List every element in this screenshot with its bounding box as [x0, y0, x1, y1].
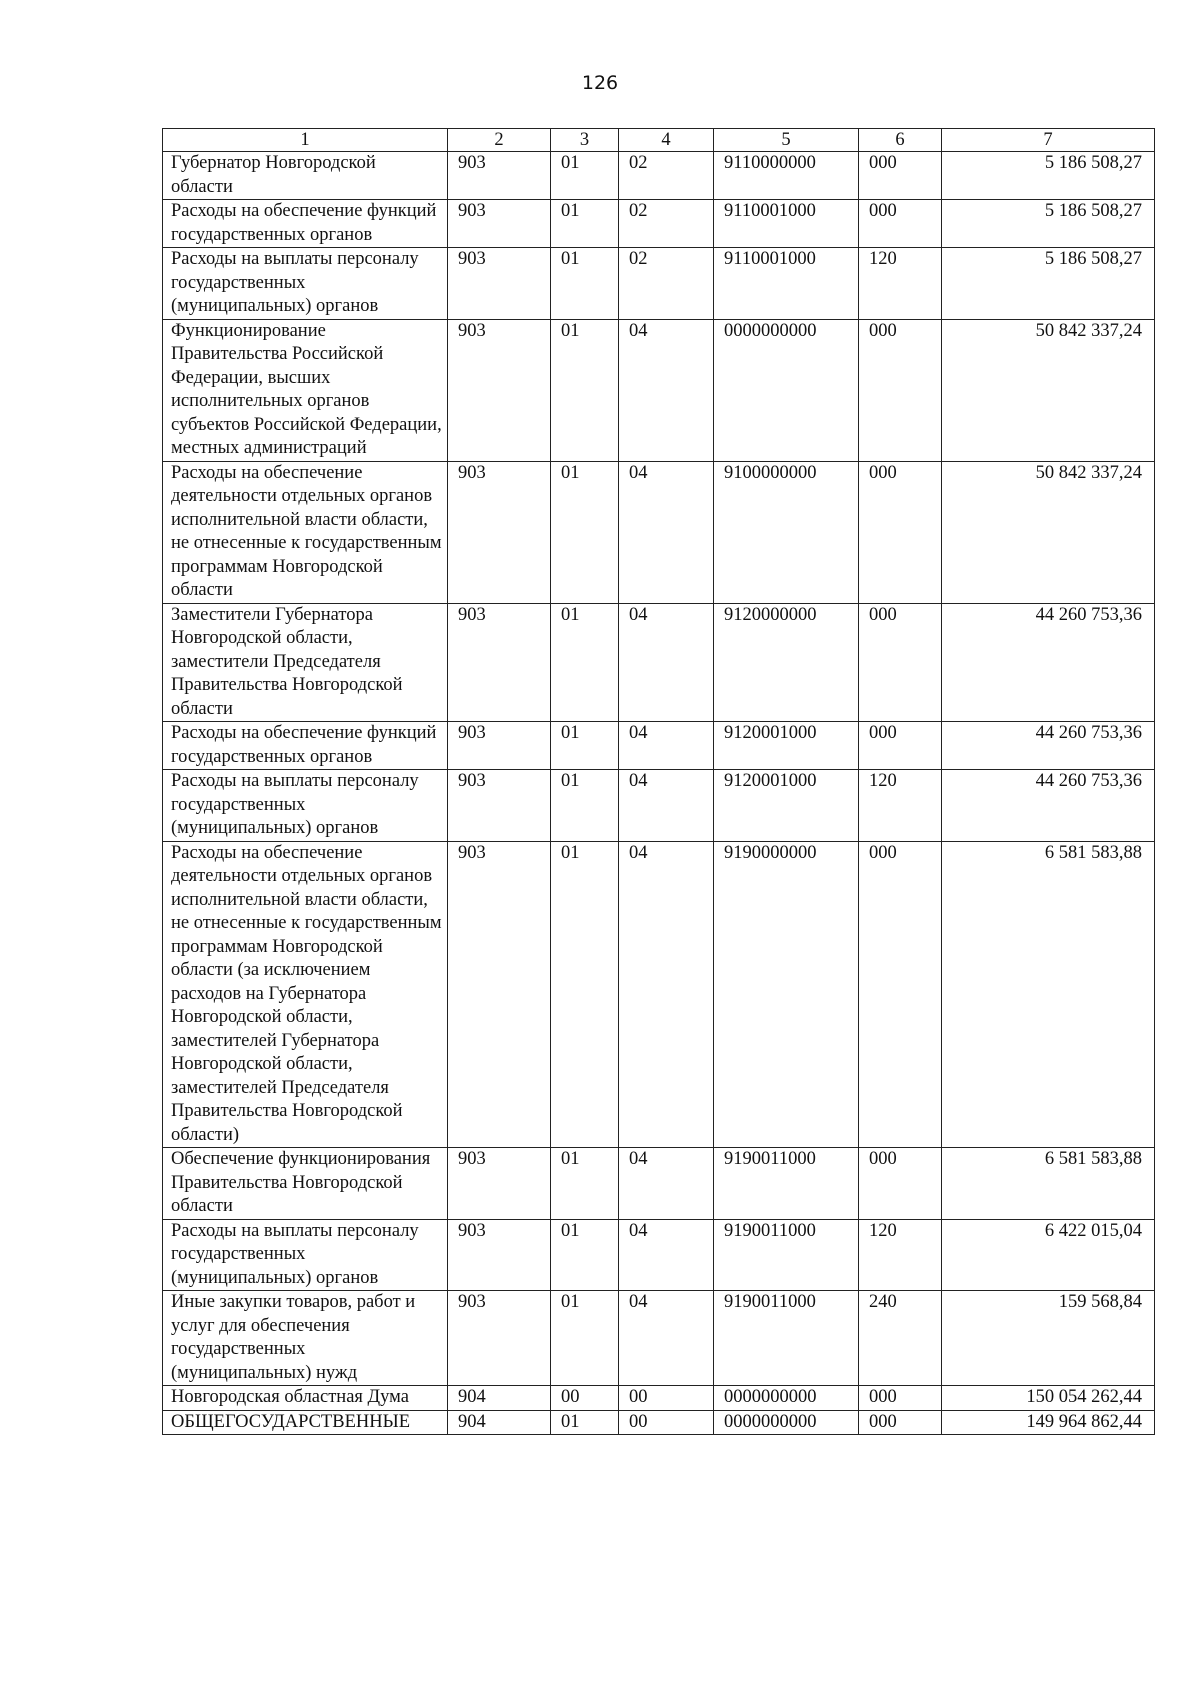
table-row — [163, 1291, 1155, 1386]
code-cell: 9120001000 — [714, 770, 859, 842]
column-header: 7 — [942, 129, 1155, 152]
row-name: Губернатор Новгородской области — [163, 152, 448, 200]
amount-cell: 5 186 508,27 — [942, 200, 1155, 248]
code-cell: 904 — [448, 1410, 551, 1435]
amount-cell: 44 260 753,36 — [942, 722, 1155, 770]
code-cell: 903 — [448, 152, 551, 200]
code-cell: 903 — [448, 1148, 551, 1220]
code-cell: 04 — [619, 841, 714, 1148]
table-row — [163, 200, 1155, 248]
amount-cell: 5 186 508,27 — [942, 152, 1155, 200]
code-cell: 9110000000 — [714, 152, 859, 200]
code-cell: 000 — [859, 1386, 942, 1411]
row-name: Заместители Губернатора Новгородской области, заместители Председателя Правительства Новгородской области — [163, 603, 448, 722]
code-cell: 0000000000 — [714, 319, 859, 461]
code-cell: 000 — [859, 1148, 942, 1220]
code-cell: 000 — [859, 461, 942, 603]
code-cell: 01 — [551, 461, 619, 603]
code-cell: 04 — [619, 1291, 714, 1386]
column-header: 1 — [163, 129, 448, 152]
amount-cell: 5 186 508,27 — [942, 248, 1155, 320]
amount-cell: 159 568,84 — [942, 1291, 1155, 1386]
code-cell: 000 — [859, 319, 942, 461]
code-cell: 9190011000 — [714, 1291, 859, 1386]
code-cell: 02 — [619, 152, 714, 200]
code-cell: 903 — [448, 841, 551, 1148]
row-name: Расходы на обеспечение деятельности отдельных органов исполнительной власти области, не отнесенные к государственным программам Новгородской области (за исключением расходов на Губернатора Новгородской области, заместителей Губернатора Новгородской области, заместителей Председателя Правительства Новгородской области) — [163, 841, 448, 1148]
code-cell: 01 — [551, 770, 619, 842]
code-cell: 01 — [551, 200, 619, 248]
table-row — [163, 841, 1155, 1148]
code-cell: 9110001000 — [714, 200, 859, 248]
code-cell: 000 — [859, 152, 942, 200]
row-name: Иные закупки товаров, работ и услуг для обеспечения государственных (муниципальных) нужд — [163, 1291, 448, 1386]
row-name: Функционирование Правительства Российской Федерации, высших исполнительных органов субъектов Российской Федерации, местных администраций — [163, 319, 448, 461]
code-cell: 000 — [859, 603, 942, 722]
code-cell: 04 — [619, 770, 714, 842]
amount-cell: 44 260 753,36 — [942, 770, 1155, 842]
column-header: 4 — [619, 129, 714, 152]
code-cell: 01 — [551, 603, 619, 722]
code-cell: 04 — [619, 603, 714, 722]
row-name: Расходы на обеспечение функций государственных органов — [163, 722, 448, 770]
code-cell: 240 — [859, 1291, 942, 1386]
row-name: Обеспечение функционирования Правительства Новгородской области — [163, 1148, 448, 1220]
column-header: 5 — [714, 129, 859, 152]
code-cell: 04 — [619, 1148, 714, 1220]
code-cell: 01 — [551, 1291, 619, 1386]
code-cell: 000 — [859, 722, 942, 770]
table-row — [163, 603, 1155, 722]
code-cell: 904 — [448, 1386, 551, 1411]
amount-cell: 6 581 583,88 — [942, 841, 1155, 1148]
code-cell: 9190000000 — [714, 841, 859, 1148]
code-cell: 04 — [619, 319, 714, 461]
code-cell: 903 — [448, 461, 551, 603]
code-cell: 903 — [448, 1291, 551, 1386]
code-cell: 01 — [551, 1148, 619, 1220]
code-cell: 00 — [619, 1410, 714, 1435]
code-cell: 01 — [551, 152, 619, 200]
column-header: 2 — [448, 129, 551, 152]
code-cell: 903 — [448, 319, 551, 461]
code-cell: 120 — [859, 248, 942, 320]
page-number: 126 — [581, 72, 619, 94]
table-row — [163, 1386, 1155, 1411]
code-cell: 903 — [448, 248, 551, 320]
row-name: Новгородская областная Дума — [163, 1386, 448, 1411]
code-cell: 903 — [448, 200, 551, 248]
column-header: 6 — [859, 129, 942, 152]
code-cell: 9190011000 — [714, 1148, 859, 1220]
row-name: Расходы на выплаты персоналу государственных (муниципальных) органов — [163, 770, 448, 842]
code-cell: 01 — [551, 722, 619, 770]
code-cell: 04 — [619, 722, 714, 770]
table-row — [163, 1148, 1155, 1220]
amount-cell: 6 581 583,88 — [942, 1148, 1155, 1220]
column-header: 3 — [551, 129, 619, 152]
table-row — [163, 319, 1155, 461]
amount-cell: 50 842 337,24 — [942, 461, 1155, 603]
row-name: Расходы на выплаты персоналу государственных (муниципальных) органов — [163, 1219, 448, 1291]
table-row — [163, 770, 1155, 842]
code-cell: 04 — [619, 461, 714, 603]
code-cell: 903 — [448, 770, 551, 842]
code-cell: 04 — [619, 1219, 714, 1291]
table-row — [163, 1219, 1155, 1291]
code-cell: 120 — [859, 1219, 942, 1291]
amount-cell: 44 260 753,36 — [942, 603, 1155, 722]
amount-cell: 50 842 337,24 — [942, 319, 1155, 461]
code-cell: 00 — [619, 1386, 714, 1411]
code-cell: 01 — [551, 1410, 619, 1435]
table-row — [163, 152, 1155, 200]
amount-cell: 6 422 015,04 — [942, 1219, 1155, 1291]
code-cell: 01 — [551, 841, 619, 1148]
table-row — [163, 1410, 1155, 1435]
amount-cell: 149 964 862,44 — [942, 1410, 1155, 1435]
code-cell: 00 — [551, 1386, 619, 1411]
code-cell: 120 — [859, 770, 942, 842]
code-cell: 9100000000 — [714, 461, 859, 603]
code-cell: 0000000000 — [714, 1410, 859, 1435]
code-cell: 9120000000 — [714, 603, 859, 722]
row-name: Расходы на выплаты персоналу государственных (муниципальных) органов — [163, 248, 448, 320]
code-cell: 01 — [551, 1219, 619, 1291]
code-cell: 903 — [448, 603, 551, 722]
row-name: Расходы на обеспечение деятельности отдельных органов исполнительной власти области, не отнесенные к государственным программам Новгородской области — [163, 461, 448, 603]
code-cell: 903 — [448, 722, 551, 770]
table-row — [163, 248, 1155, 320]
code-cell: 9190011000 — [714, 1219, 859, 1291]
code-cell: 000 — [859, 1410, 942, 1435]
code-cell: 0000000000 — [714, 1386, 859, 1411]
row-name: Расходы на обеспечение функций государственных органов — [163, 200, 448, 248]
code-cell: 000 — [859, 841, 942, 1148]
table-row — [163, 461, 1155, 603]
budget-table — [162, 128, 1155, 1435]
amount-cell: 150 054 262,44 — [942, 1386, 1155, 1411]
code-cell: 9120001000 — [714, 722, 859, 770]
row-name: ОБЩЕГОСУДАРСТВЕННЫЕ — [163, 1410, 448, 1435]
table-header-row — [163, 129, 1155, 152]
code-cell: 02 — [619, 200, 714, 248]
code-cell: 01 — [551, 319, 619, 461]
code-cell: 9110001000 — [714, 248, 859, 320]
code-cell: 000 — [859, 200, 942, 248]
code-cell: 01 — [551, 248, 619, 320]
table-row — [163, 722, 1155, 770]
code-cell: 02 — [619, 248, 714, 320]
code-cell: 903 — [448, 1219, 551, 1291]
